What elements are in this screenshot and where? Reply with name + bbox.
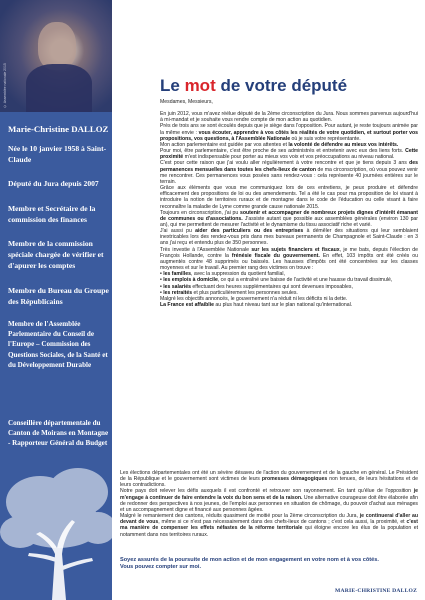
- letter-body: [160, 99, 418, 469]
- membership-republicans-bureau: Membre du Bureau du Groupe des Républicains: [8, 286, 109, 306]
- paragraph: J'ai aussi pu aider des particuliers ou des entreprises à démêler des situations qui leur semblaient inextricables lors des rendez-vous pris dans mes bureaux permanents de Champagnole et Saint-Claude : en 3 ans j'ai reçu et entendu plus de 350 personnes.: [160, 228, 418, 247]
- paragraph: Mon action parlementaire est guidée par vos attentes et la volonté de défendre au mieux vos intérêts.: [160, 141, 399, 148]
- list-item: • les retraités et plus particulièrement les personnes seules.: [160, 290, 418, 296]
- list-item: • les familles, avec la suppression du quotient familial,: [160, 271, 418, 277]
- birth-info: Née le 10 janvier 1958 à Saint-Claude: [8, 144, 107, 164]
- list-item: • les salariés effectuant des heures supplémentaires qui sont devenues imposables,: [160, 284, 418, 290]
- paragraph: Les élections départementales ont été un sévère désaveu de l'action du gouvernement et de la gauche en général. Le Président de la République et le gouvernement sont victimes de leurs promesses démagogiques non tenues, de leurs hésitations et de leurs contradictions.: [120, 470, 418, 489]
- deputy-name: Marie-Christine DALLOZ: [8, 124, 109, 134]
- paragraph: Malgré les objectifs annoncés, le gouvernement n'a réduit ni les déficits ni la dette.: [160, 295, 348, 302]
- tree-illustration: [0, 462, 112, 600]
- page-title: Le mot de votre député: [160, 76, 348, 95]
- list-item: • les emplois à domicile, ce qui a entraîné une baisse de l'activité et une hausse du travail dissimulé,: [160, 277, 418, 283]
- paragraph: Toujours en circonscription, j'ai pu soutenir et accompagner de nombreux projets dignes d'intérêt émanant de communes ou d'associations. J'assiste autant que possible aux assemblées générales (environ 130 par an), qui me permettent de mesurer l'activité et le dynamisme du tissu associatif riche et varié.: [160, 209, 418, 228]
- paragraph: La France est affaiblie au plus haut niveau tant sur le plan national qu'international.: [160, 302, 353, 308]
- paragraph: En juin 2012, vous m'avez réélue député de la 2ème circonscription du Jura. Nous sommes parvenus aujourd'hui à mi-mandat et je souhaite vous rendre compte de mon action au quotidien.: [160, 111, 418, 124]
- greeting: Mesdames, Messieurs,: [160, 99, 213, 105]
- assembly-photo: [0, 0, 112, 112]
- title-highlight: mot: [184, 76, 216, 95]
- victims-list: [160, 271, 418, 296]
- paragraph: C'est pour cette raison que j'ai voulu aller régulièrement à votre rencontre et que je tiens depuis 3 ans des permanences mensuelles dans toutes les chefs-lieux de canton de ma circonscription, où vous pouvez venir me rencontrer. Ces permanences vous posées sans rendez-vous : cela représente 40 journées entières sur le terrain.: [160, 160, 418, 185]
- letter-body-continued: [112, 470, 418, 555]
- deputy-since: Député du Jura depuis 2007: [8, 179, 99, 188]
- paragraph: Malgré le remaniement des cantons, réduits quasiment de moitié pour la 2ème circonscription du Jura, je continuerai d'aller au devant de vous, même si ce n'est pas nécessairement dans des chefs-lieux de cantons ; c'est cela aussi, la proximité, et c'est ma manière de compenser les effets néfastes de la réforme territoriale qui éloigne encore les élus de la population et notamment dans nos territoires ruraux.: [120, 513, 418, 538]
- departmental-councillor: Conseillère départementale du Canton de Moirans en Montagne - Rapporteur Général du Budget: [8, 419, 109, 448]
- paragraph: Grâce aux éléments que vous me communiquez lors de ces entretiens, je peux produire et défendre efficacement des propositions de loi ou des amendements. Tel a été le cas pour ma proposition de loi visant à introduire la notion de territoires ruraux et de montagne dans le code de l'éducation ou celle visant à faire reconnaître la maladie de Lyme comme grande cause nationale 2015.: [160, 185, 418, 210]
- photo-credit: © Assemblée nationale 2015: [3, 63, 7, 108]
- membership-audit-commission: Membre de la commission spéciale chargée de vérifier et d'apurer les comptes: [8, 239, 104, 270]
- paragraph: Notre pays doit relever les défis auxquels il est confronté et retrouver son rayonnement. En tant qu'élue de l'opposition je m'engage à continuer de faire entendre la voix du bon sens et de la raison. Une alternative courageuse doit être élaborée afin de redonner des perspectives à nos jeunes, de l'emploi aux personnes en situation de chômage, du pouvoir d'achat aux ménages et un accompagnement digne et financé aux personnes âgées.: [120, 488, 418, 513]
- paragraph: Près de trois ans se sont écoulés depuis que je siège dans l'opposition. Pour autant, je reste toujours animée par la même envie : vous écouter, apprendre à vos côtés les réalités de votre quotidien, et surtout porter vos propositions, vos questions, à l'Assemblée Nationale où je suis votre représentante.: [160, 123, 418, 142]
- signature: MARIE-CHRISTINE DALLOZ: [335, 588, 417, 594]
- membership-council-of-europe: Membre de l'Assemblée Parlementaire du Conseil de l'Europe – Commission des Questions Sociales, de la Santé et du Développement Durable: [8, 320, 108, 369]
- paragraph: Pour moi, être parlementaire, c'est être proche de ses administrés et entretenir avec eux des liens forts. Cette proximité m'est indispensable pour porter au mieux vos voix et vos préoccupations au niveau national.: [160, 148, 418, 161]
- paragraph: Très investie à l'Assemblée Nationale sur les sujets financiers et fiscaux, je me bats, depuis l'élection de François Hollande, contre la frénésie fiscale du gouvernement. En effet, 103 impôts ont été créés ou augmentés contre 48 supprimés ou baissés. Les hausses d'impôts ont été concentrées sur les classes moyennes et sur le travail. Au premier rang des victimes on trouve :: [160, 246, 418, 272]
- closing-statement: Soyez assurés de la poursuite de mon action et de mon engagement en votre nom et à vos côtés. Vous pouvez compter sur moi.: [120, 557, 379, 570]
- membership-finance-commission: Membre et Secrétaire de la commission des finances: [8, 204, 96, 224]
- profile-sidebar: [0, 0, 112, 600]
